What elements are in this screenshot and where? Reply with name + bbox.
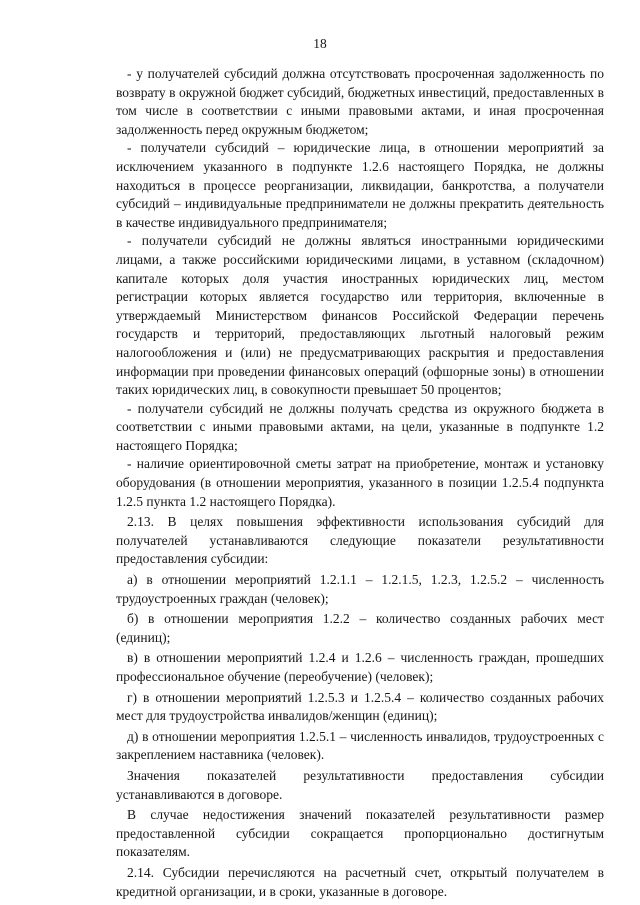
document-body bbox=[116, 65, 604, 901]
list-item-a: а) в отношении мероприятий 1.2.1.1 – 1.2.1.5, 1.2.3, 1.2.5.2 – численность трудоустроенных граждан (человек); bbox=[116, 572, 604, 606]
list-item-v: в) в отношении мероприятий 1.2.4 и 1.2.6 – численность граждан, прошедших профессиональное обучение (переобучение) (человек); bbox=[116, 650, 604, 684]
list-item-g: г) в отношении мероприятий 1.2.5.3 и 1.2.5.4 – количество созданных рабочих мест для трудоустройства инвалидов/женщин (единиц); bbox=[116, 689, 604, 724]
paragraph-other-funding-requirement: - получатели субсидий не должны получать средства из окружного бюджета в соответствии с иными правовыми актами, на цели, указанные в подпункте 1.2 настоящего Порядка; bbox=[116, 400, 604, 453]
paragraph-foreign-entity-requirement: - получатели субсидий не должны являться иностранными юридическими лицами, а также российскими юридическими лицами, в уставном (складочном) капитале которых доля участия иностранных юридических лиц, местом регистрации которых является государство или территория, включенные в утверждаемый Министерством финансов Российской Федерации перечень государств и территорий, предоставляющих льготный налоговый режим налогообложения и (или) не предусматривающих раскрытия и предоставления информации при проведении финансовых операций (офшорные зоны) в отношении таких юридических лиц, в совокупности превышает 50 процентов; bbox=[116, 233, 604, 398]
paragraph-debt-requirement: - у получателей субсидий должна отсутствовать просроченная задолженность по возврату в окружной бюджет субсидий, бюджетных инвестиций, предоставленных в том числе в соответствии с иными правовыми актами, и иная просроченная задолженность перед окружным бюджетом; bbox=[116, 66, 604, 137]
list-item-b: б) в отношении мероприятия 1.2.2 – количество созданных рабочих мест (единиц); bbox=[116, 611, 604, 645]
paragraph-cost-estimate-requirement: - наличие ориентировочной сметы затрат на приобретение, монтаж и установку оборудования (в отношении мероприятия, указанного в позиции 1.2.5.4 подпункта 1.2.5 пункта 1.2 настоящего Порядка). bbox=[116, 456, 604, 509]
paragraph-non-achievement: В случае недостижения значений показателей результативности размер предоставленной субсидии сокращается пропорционально достигнутым показателям. bbox=[116, 807, 604, 860]
paragraph-reorganization-requirement: - получатели субсидий – юридические лица, в отношении мероприятий за исключением указанного в подпункте 1.2.6 настоящего Порядка, не должны находиться в процессе реорганизации, ликвидации, банкротства, а получатели субсидий – индивидуальные предприниматели не должны прекратить деятельность в качестве индивидуального предпринимателя; bbox=[116, 140, 604, 230]
list-item-d: д) в отношении мероприятия 1.2.5.1 – численность инвалидов, трудоустроенных с закреплением наставника (человек). bbox=[116, 728, 604, 763]
paragraph-section-2-13: 2.13. В целях повышения эффективности использования субсидий для получателей устанавливаются следующие показатели результативности предоставления субсидии: bbox=[116, 514, 604, 567]
paragraph-indicator-values: Значения показателей результативности предоставления субсидии устанавливаются в договоре. bbox=[116, 767, 604, 802]
paragraph-section-2-14: 2.14. Субсидии перечисляются на расчетный счет, открытый получателем в кредитной организации, и в сроки, указанные в договоре. bbox=[116, 864, 604, 899]
page-number: 18 bbox=[313, 36, 327, 51]
